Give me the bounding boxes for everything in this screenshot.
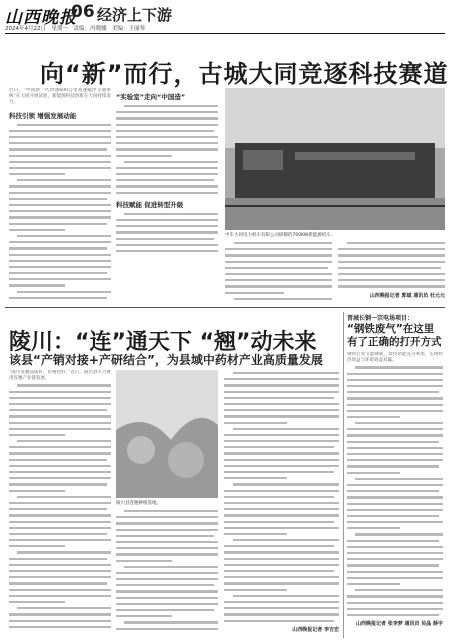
text-line: [347, 612, 443, 618]
top-story-subhead-1: 科技引领 增强发展动能: [9, 111, 77, 120]
body-text: [338, 240, 445, 290]
section-rule: [5, 307, 445, 308]
text-line: [225, 296, 332, 302]
bottom-right-headline: “钢铁废气”在这里有了正确的打开方式: [347, 323, 442, 348]
bottom-left-photo: [116, 370, 218, 498]
body-text: [116, 211, 218, 254]
bottom-right-kicker: 晋城长钢一宗电场项目：: [347, 315, 414, 322]
column-divider: [343, 312, 344, 638]
top-story-column-2: [116, 88, 218, 304]
text-line: [224, 618, 339, 624]
body-text: [9, 122, 111, 301]
forsythia-image: [116, 370, 218, 498]
body-text: [116, 103, 218, 196]
bottom-right-lead: 钢铁行业节能降耗，余热余能充分利用，实现经济效益与环境效益双赢。: [347, 352, 443, 364]
top-story-lead: 近日，“中国新一代时速600公里高速磁浮交通系统”在大同开展试验，新能源科技创新在大同持续发力。: [9, 88, 111, 106]
bottom-right-column: [347, 352, 443, 636]
top-story-column-4: [338, 240, 445, 304]
text-line: [116, 248, 218, 254]
bottom-left-lead: “陵川连翘品质好，价格也好。”近日，陵川县大力推进连翘产业链发展。: [9, 370, 111, 382]
top-story-photo: [225, 88, 445, 230]
body-text: [225, 240, 332, 302]
page-header: [0, 0, 450, 34]
section-title: 经济上下游: [97, 6, 173, 24]
body-text: [9, 382, 111, 630]
top-story-subhead-2: “实验室”走向“中国造”: [116, 93, 186, 101]
text-line: [338, 283, 445, 289]
text-line: [116, 190, 218, 196]
bottom-left-photo-caption: 陵川县连翘种植基地。: [116, 501, 161, 506]
bottom-left-byline: 山西晚报记者 李吉宏: [292, 626, 339, 633]
bottom-left-headline: 陵川：“连”通天下 “翘”动未来: [9, 330, 317, 355]
masthead: 山西晚报: [5, 8, 77, 28]
header-rule: [5, 33, 445, 34]
bottom-left-column-3: [224, 370, 339, 636]
top-story-byline: 山西晚报记者 郭斌 通讯员 杜元元: [369, 292, 445, 299]
text-line: [116, 626, 218, 632]
bottom-left-column-1: [9, 370, 111, 636]
page-number: 06: [71, 2, 95, 22]
text-line: [9, 295, 111, 301]
bottom-right-byline: 山西晚报记者 张李梦 通讯员 吴晶 薛宇: [356, 621, 443, 628]
top-story-column-3: [225, 240, 332, 304]
body-text: [347, 364, 443, 618]
top-story-subhead-3: 科技赋能 促进转型升级: [116, 200, 184, 209]
top-story-column-1: [9, 88, 111, 304]
body-text: [116, 508, 218, 632]
top-story-photo-caption: 中车大同电力机车有限公司研制的700KW新能源机车。: [225, 233, 336, 238]
bottom-left-subhead: 该县“产销对接+产研结合”，为县域中药材产业高质量发展: [9, 353, 323, 367]
dateline: 2024年4月22日 星期一 责编：冯晓娜 美编：王丽琴: [5, 26, 145, 32]
top-story-headline: 向“新”而行，古城大同竞逐科技赛道: [40, 60, 449, 88]
body-text: [224, 370, 339, 624]
bottom-left-column-2: [116, 508, 218, 636]
text-line: [9, 624, 111, 630]
locomotive-image: [225, 88, 445, 230]
